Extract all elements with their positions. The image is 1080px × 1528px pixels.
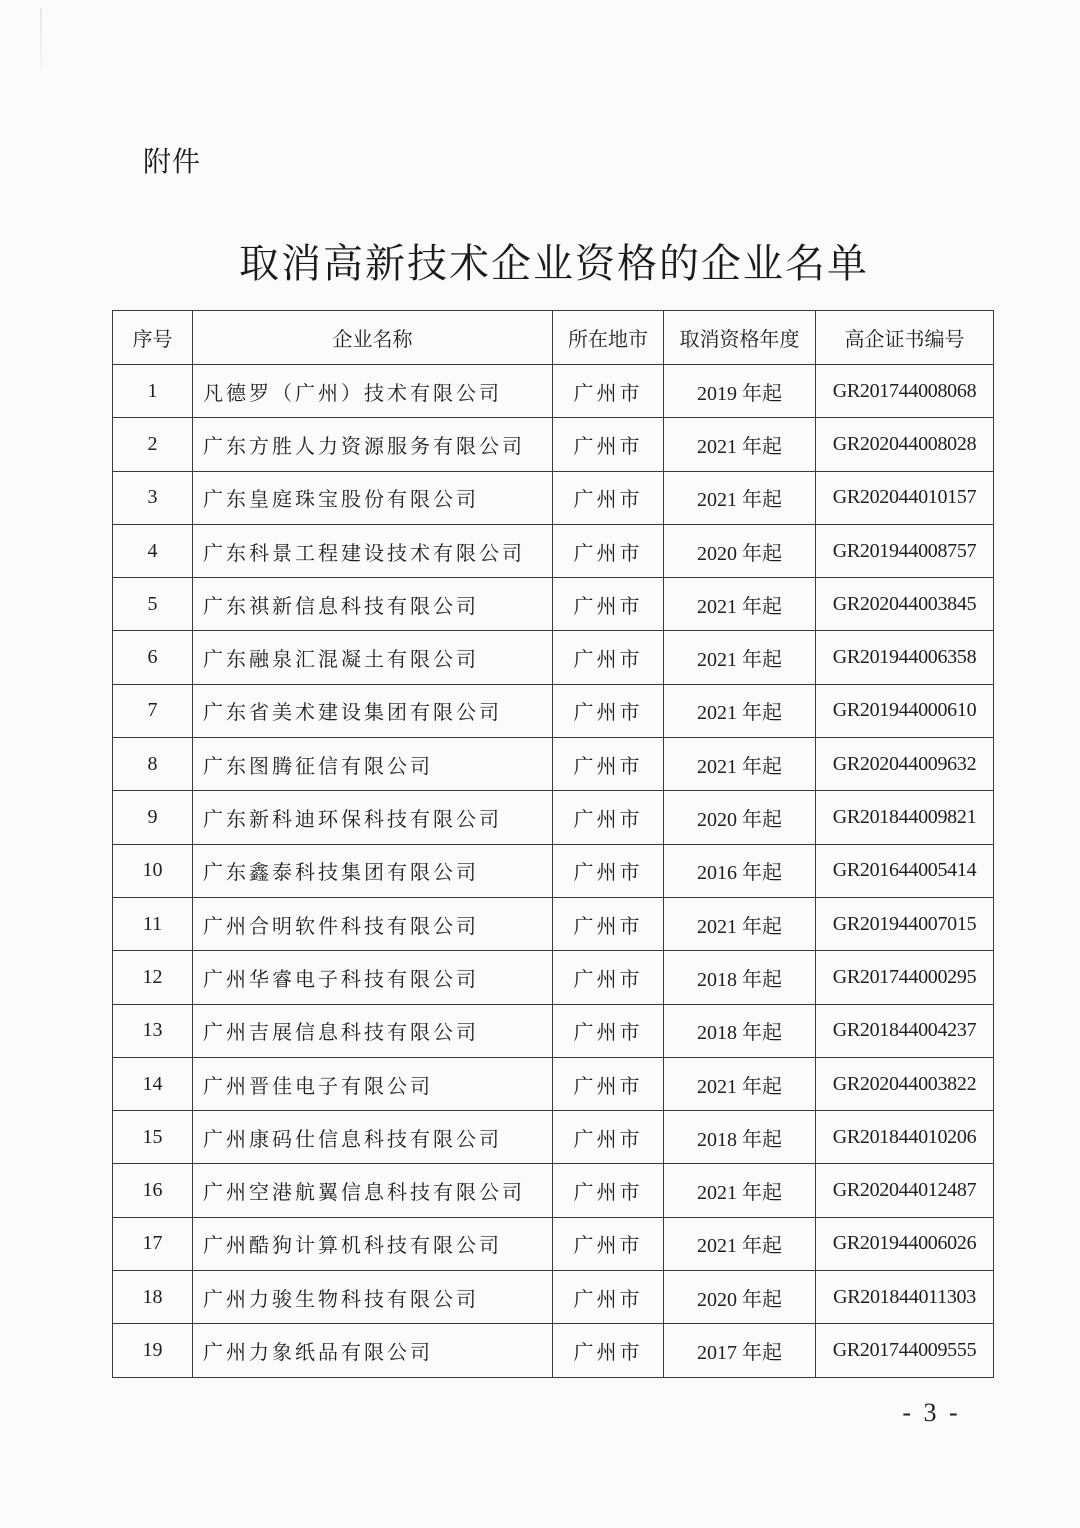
cell-city: 广州市 (553, 578, 664, 631)
cell-cancel-year: 2021 年起 (664, 684, 816, 737)
cell-cert-no: GR201944006026 (816, 1217, 994, 1270)
table-row (113, 418, 994, 471)
cell-cert-no: GR202044008028 (816, 418, 994, 471)
table-row (113, 1217, 994, 1270)
cell-cancel-year: 2021 年起 (664, 578, 816, 631)
table-body (113, 365, 994, 1378)
cell-seq: 1 (113, 365, 193, 418)
table-row (113, 631, 994, 684)
cell-cert-no: GR201944000610 (816, 684, 994, 737)
cell-seq: 14 (113, 1057, 193, 1110)
cell-company-name: 广东科景工程建设技术有限公司 (193, 524, 553, 577)
table-row (113, 1271, 994, 1324)
cell-company-name: 广东融泉汇混凝土有限公司 (193, 631, 553, 684)
cell-company-name: 广东祺新信息科技有限公司 (193, 578, 553, 631)
cell-cert-no: GR201644005414 (816, 844, 994, 897)
cell-city: 广州市 (553, 1164, 664, 1217)
cell-city: 广州市 (553, 1217, 664, 1270)
cell-cert-no: GR201844011303 (816, 1271, 994, 1324)
cell-company-name: 广东鑫泰科技集团有限公司 (193, 844, 553, 897)
table-row (113, 684, 994, 737)
cell-cancel-year: 2020 年起 (664, 524, 816, 577)
cell-seq: 3 (113, 471, 193, 524)
cell-company-name: 广东皇庭珠宝股份有限公司 (193, 471, 553, 524)
cell-seq: 7 (113, 684, 193, 737)
cell-cancel-year: 2021 年起 (664, 897, 816, 950)
cell-city: 广州市 (553, 844, 664, 897)
cell-company-name: 广东省美术建设集团有限公司 (193, 684, 553, 737)
table-row (113, 791, 994, 844)
document-title: 取消高新技术企业资格的企业名单 (239, 241, 869, 287)
company-list-table (112, 310, 994, 1378)
cell-seq: 17 (113, 1217, 193, 1270)
cell-cancel-year: 2021 年起 (664, 1217, 816, 1270)
cell-company-name: 广州吉展信息科技有限公司 (193, 1004, 553, 1057)
cell-cert-no: GR201744008068 (816, 365, 994, 418)
cell-cert-no: GR201944008757 (816, 524, 994, 577)
table-row (113, 897, 994, 950)
cell-company-name: 广州合明软件科技有限公司 (193, 897, 553, 950)
cell-company-name: 广东图腾征信有限公司 (193, 738, 553, 791)
cell-company-name: 广州酷狗计算机科技有限公司 (193, 1217, 553, 1270)
cell-cert-no: GR202044012487 (816, 1164, 994, 1217)
cell-city: 广州市 (553, 471, 664, 524)
cell-cert-no: GR201744000295 (816, 951, 994, 1004)
cell-cancel-year: 2018 年起 (664, 951, 816, 1004)
table-row (113, 1057, 994, 1110)
header-seq: 序号 (113, 311, 193, 365)
table-row (113, 738, 994, 791)
cell-cancel-year: 2021 年起 (664, 471, 816, 524)
cell-cancel-year: 2019 年起 (664, 365, 816, 418)
cell-company-name: 广州力象纸品有限公司 (193, 1324, 553, 1377)
cell-cert-no: GR201944007015 (816, 897, 994, 950)
table-row (113, 578, 994, 631)
cell-seq: 15 (113, 1111, 193, 1164)
table-row (113, 1324, 994, 1377)
cell-cert-no: GR202044010157 (816, 471, 994, 524)
cell-cancel-year: 2020 年起 (664, 1271, 816, 1324)
cell-seq: 16 (113, 1164, 193, 1217)
cell-city: 广州市 (553, 791, 664, 844)
cell-city: 广州市 (553, 684, 664, 737)
cell-city: 广州市 (553, 897, 664, 950)
cell-seq: 6 (113, 631, 193, 684)
table-row (113, 471, 994, 524)
cell-seq: 11 (113, 897, 193, 950)
table-row (113, 844, 994, 897)
cell-cert-no: GR201844010206 (816, 1111, 994, 1164)
cell-city: 广州市 (553, 418, 664, 471)
cell-cancel-year: 2021 年起 (664, 418, 816, 471)
cell-cancel-year: 2018 年起 (664, 1004, 816, 1057)
cell-cancel-year: 2020 年起 (664, 791, 816, 844)
header-city: 所在地市 (553, 311, 664, 365)
cell-city: 广州市 (553, 1324, 664, 1377)
table-row (113, 1111, 994, 1164)
cell-company-name: 广州华睿电子科技有限公司 (193, 951, 553, 1004)
cell-cert-no: GR201944006358 (816, 631, 994, 684)
cell-cancel-year: 2021 年起 (664, 631, 816, 684)
cell-seq: 13 (113, 1004, 193, 1057)
cell-cancel-year: 2021 年起 (664, 1057, 816, 1110)
cell-cert-no: GR201844004237 (816, 1004, 994, 1057)
cell-cert-no: GR201844009821 (816, 791, 994, 844)
cell-company-name: 广东新科迪环保科技有限公司 (193, 791, 553, 844)
cell-seq: 18 (113, 1271, 193, 1324)
cell-cancel-year: 2016 年起 (664, 844, 816, 897)
cell-cert-no: GR201744009555 (816, 1324, 994, 1377)
cell-cert-no: GR202044003845 (816, 578, 994, 631)
cell-seq: 2 (113, 418, 193, 471)
cell-company-name: 广州康码仕信息科技有限公司 (193, 1111, 553, 1164)
cell-city: 广州市 (553, 365, 664, 418)
scan-artifact (40, 8, 42, 68)
cell-city: 广州市 (553, 1111, 664, 1164)
table-header-row (113, 311, 994, 365)
cell-company-name: 广州空港航翼信息科技有限公司 (193, 1164, 553, 1217)
header-cert-no: 高企证书编号 (816, 311, 994, 365)
cell-cancel-year: 2021 年起 (664, 1164, 816, 1217)
cell-city: 广州市 (553, 951, 664, 1004)
cell-company-name: 广州晋佳电子有限公司 (193, 1057, 553, 1110)
cell-city: 广州市 (553, 524, 664, 577)
cell-city: 广州市 (553, 1271, 664, 1324)
cell-seq: 12 (113, 951, 193, 1004)
attachment-label: 附件 (143, 145, 202, 178)
table-row (113, 1004, 994, 1057)
cell-city: 广州市 (553, 738, 664, 791)
cell-cancel-year: 2021 年起 (664, 738, 816, 791)
cell-cancel-year: 2017 年起 (664, 1324, 816, 1377)
table-row (113, 951, 994, 1004)
cell-cancel-year: 2018 年起 (664, 1111, 816, 1164)
cell-company-name: 广州力骏生物科技有限公司 (193, 1271, 553, 1324)
table-row (113, 365, 994, 418)
cell-company-name: 凡德罗（广州）技术有限公司 (193, 365, 553, 418)
cell-cert-no: GR202044009632 (816, 738, 994, 791)
header-company-name: 企业名称 (193, 311, 553, 365)
cell-seq: 5 (113, 578, 193, 631)
page-number: - 3 - (902, 1398, 958, 1427)
cell-city: 广州市 (553, 1004, 664, 1057)
cell-seq: 10 (113, 844, 193, 897)
cell-company-name: 广东方胜人力资源服务有限公司 (193, 418, 553, 471)
cell-cert-no: GR202044003822 (816, 1057, 994, 1110)
cell-seq: 9 (113, 791, 193, 844)
cell-seq: 4 (113, 524, 193, 577)
table-row (113, 524, 994, 577)
cell-city: 广州市 (553, 631, 664, 684)
cell-city: 广州市 (553, 1057, 664, 1110)
table-row (113, 1164, 994, 1217)
cell-seq: 8 (113, 738, 193, 791)
header-cancel-year: 取消资格年度 (664, 311, 816, 365)
cell-seq: 19 (113, 1324, 193, 1377)
